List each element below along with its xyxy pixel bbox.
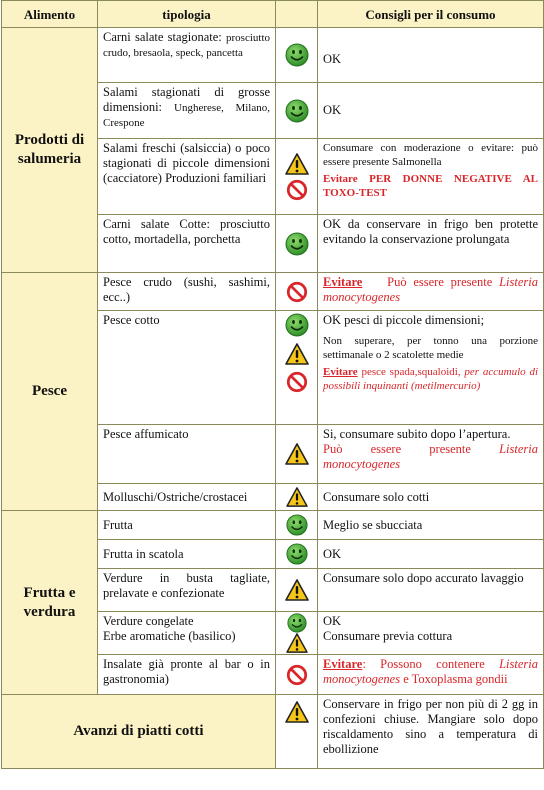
icon-cell [276, 540, 318, 569]
header-row [2, 1, 544, 28]
evitare-label: Evitare [323, 366, 358, 378]
consiglio-text: OK [318, 540, 544, 569]
tipologia-cell [98, 28, 276, 83]
tipologia-main: Carni salate stagionate: [103, 30, 222, 44]
icon-cell [276, 28, 318, 83]
consiglio-text: Si, consumare subito dopo l’apertura. [323, 427, 511, 441]
tipologia-text: Pesce crudo (sushi, sashimi, ecc..) [98, 273, 276, 311]
tipologia-main: Salami stagionati di grosse dimensioni: [103, 85, 270, 114]
food-safety-table [1, 0, 544, 769]
consiglio-text: Può essere presente [387, 275, 500, 289]
icon-cell [276, 695, 318, 769]
consiglio-cell [318, 139, 544, 215]
tipologia-text: Carni salate Cotte: prosciutto cotto, mortadella, porchetta [98, 215, 276, 273]
warning-triangle-icon [285, 153, 309, 175]
prohibited-icon [286, 179, 308, 201]
smiley-icon [287, 613, 307, 633]
icon-cell [276, 569, 318, 612]
category-pesce: Pesce [2, 273, 98, 511]
tipologia-text: Salami freschi (salsiccia) o poco stagionati di piccole dimensioni (cacciatore) Produzioni familiari [98, 139, 276, 215]
warning-triangle-icon [285, 701, 309, 723]
tipologia-text: Frutta in scatola [98, 540, 276, 569]
consiglio-text: Consumare con moderazione o evitare: può essere presente Salmonella [323, 142, 538, 168]
smiley-icon [285, 313, 309, 337]
consiglio-warning: Evitare pesce spada,squaloidi, per accumulo di possibili inquinanti (metilmercurio) [323, 366, 539, 392]
category-salumeria: Prodotti di salumeria [2, 28, 98, 273]
tipologia-text: Verdure in busta tagliate, prelavate e confezionate [98, 569, 276, 612]
tipologia-text: Verdure congelate [103, 614, 194, 628]
tipologia-cell [98, 612, 276, 655]
consiglio-cell [318, 311, 544, 425]
consiglio-cell [318, 273, 544, 311]
icon-cell [276, 215, 318, 273]
table-row [2, 695, 544, 769]
warning-triangle-icon [285, 443, 309, 465]
consiglio-text: Consumare solo cotti [318, 484, 544, 511]
tipologia-detail: prosciutto crudo, bresaola, speck, pancetta [103, 32, 270, 59]
prohibited-icon [286, 281, 308, 303]
consiglio-text: Consumare solo dopo accurato lavaggio [318, 569, 544, 612]
table-row [2, 273, 544, 311]
prohibited-icon [286, 664, 308, 686]
smiley-icon [285, 232, 309, 256]
category-avanzi: Avanzi di piatti cotti [2, 695, 276, 769]
smiley-icon [286, 514, 308, 536]
header-icon [276, 1, 318, 28]
consiglio-text: OK da conservare in frigo ben protette evitando la conservazione prolungata [318, 215, 544, 273]
category-frutta: Frutta e verdura [2, 511, 98, 695]
consiglio-text: OK pesci di piccole dimensioni; [323, 313, 485, 327]
icon-cell [276, 273, 318, 311]
warning-triangle-icon [285, 343, 309, 365]
smiley-icon [285, 43, 309, 67]
warning-triangle-icon [286, 633, 308, 653]
consiglio-text: OK [318, 83, 544, 139]
consiglio-warning: Evitare PER DONNE NEGATIVE AL TOXO-TEST [323, 173, 538, 199]
icon-cell [276, 139, 318, 215]
consiglio-text: OK [323, 614, 342, 628]
warning-triangle-icon [285, 579, 309, 601]
table-row [2, 28, 544, 83]
consiglio-cell [318, 612, 544, 655]
icon-cell [276, 655, 318, 695]
icon-cell [276, 83, 318, 139]
icon-cell [276, 425, 318, 484]
evitare-label: Evitare [323, 657, 363, 671]
table-row [2, 511, 544, 540]
consiglio-cell [318, 425, 544, 484]
icon-cell [276, 484, 318, 511]
icon-cell [276, 511, 318, 540]
header-tipologia: tipologia [98, 1, 276, 28]
tipologia-text: Pesce affumicato [98, 425, 276, 484]
tipologia-cell [98, 83, 276, 139]
header-alimento: Alimento [2, 1, 98, 28]
icon-cell [276, 612, 318, 655]
consiglio-cell: Evitare: Possono contenere Listeria monocytogenes e Toxoplasma gondii [318, 655, 544, 695]
consiglio-text: Consumare previa cottura [323, 629, 453, 643]
warning-triangle-icon [286, 487, 308, 507]
consiglio-warning: Può essere presente Listeria monocytogenes [323, 442, 538, 471]
tipologia-text: Molluschi/Ostriche/crostacei [98, 484, 276, 511]
icon-cell [276, 311, 318, 425]
consiglio-text: Non superare, per tonno una porzione settimanale o 2 scatolette medie [323, 335, 538, 361]
smiley-icon [285, 99, 309, 123]
consiglio-text: Meglio se sbucciata [318, 511, 544, 540]
tipologia-text: Erbe aromatiche (basilico) [103, 629, 236, 643]
smiley-icon [286, 543, 308, 565]
consiglio-text: OK [318, 28, 544, 83]
prohibited-icon [286, 371, 308, 393]
consiglio-text: Conservare in frigo per non più di 2 gg in confezioni chiuse. Mangiare solo dopo riscaldamento sino a temperatura di ebollizione [318, 695, 544, 769]
tipologia-detail: Ungherese, Milano, Crespone [103, 102, 270, 129]
tipologia-text: Frutta [98, 511, 276, 540]
header-consigli: Consigli per il consumo [318, 1, 544, 28]
tipologia-text: Insalate già pronte al bar o in gastronomia) [98, 655, 276, 695]
evitare-label: Evitare [323, 275, 363, 289]
tipologia-text: Pesce cotto [98, 311, 276, 425]
consiglio-italic: Listeria monocytogenes [323, 275, 538, 304]
